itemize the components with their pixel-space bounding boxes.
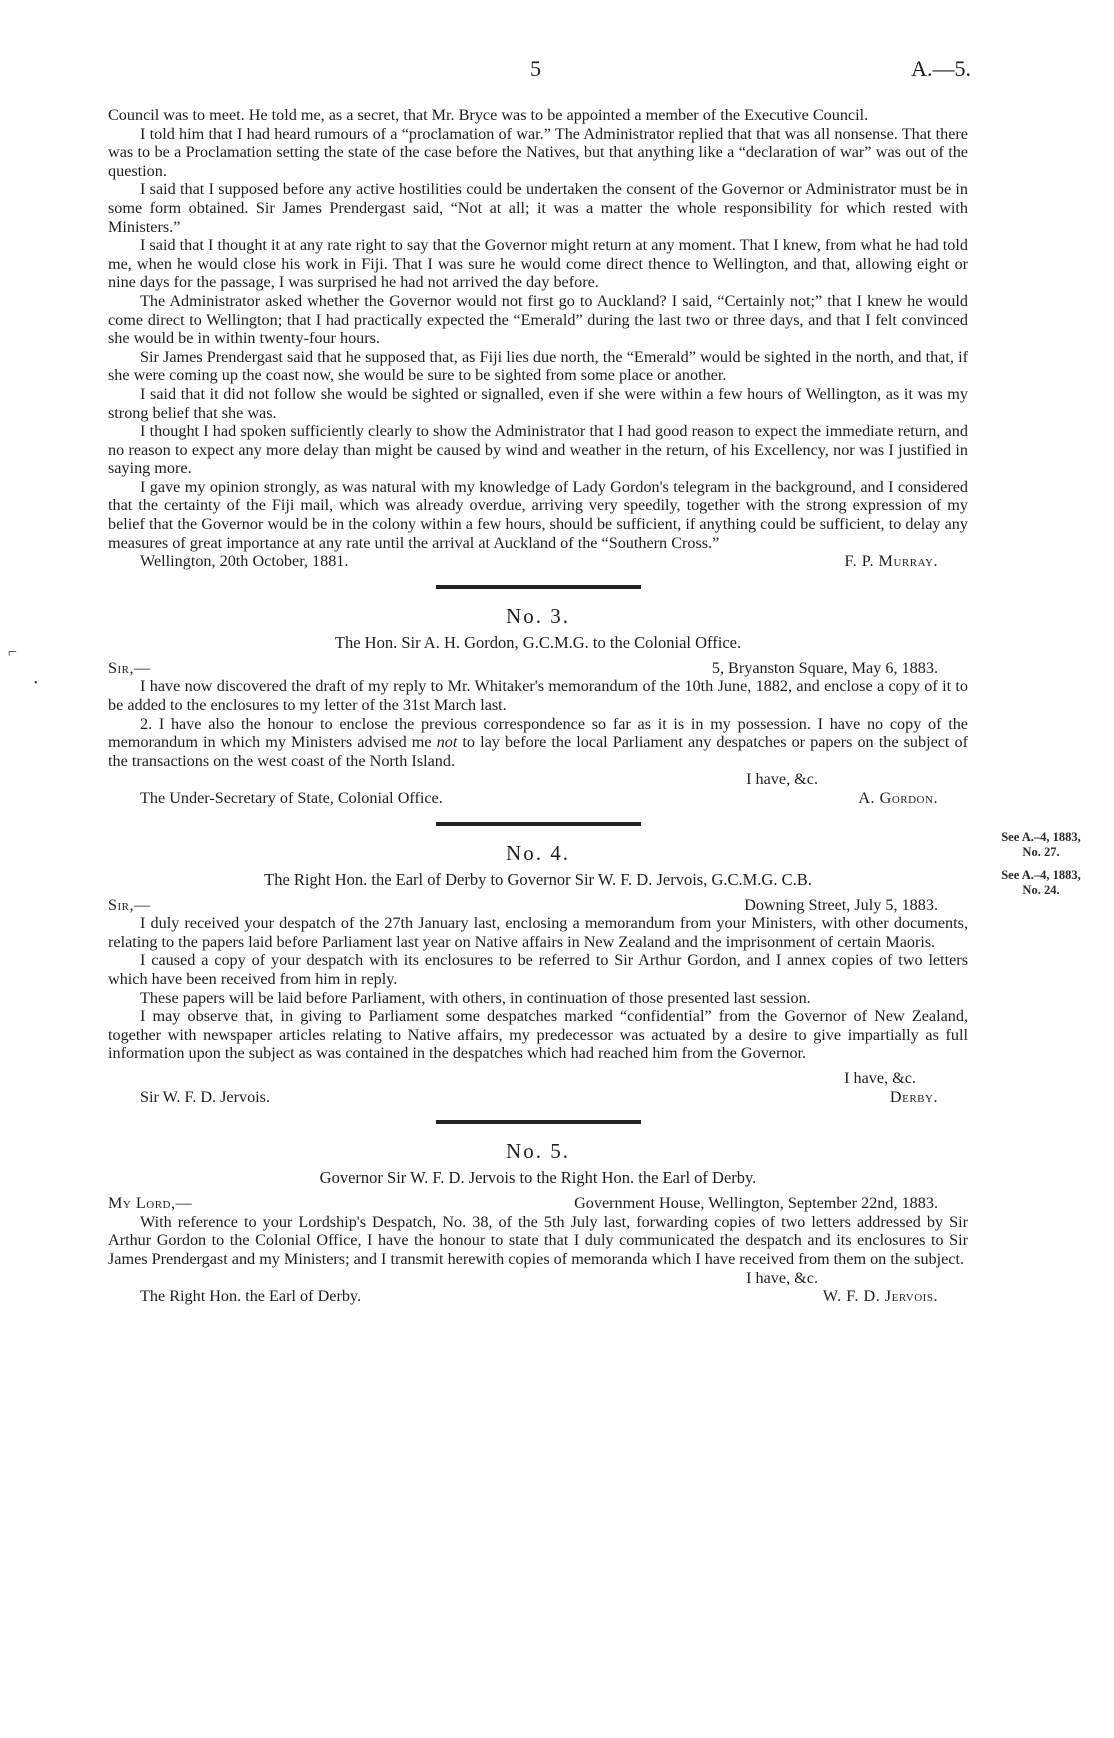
section-continuation	[108, 106, 968, 571]
signature: A. Gordon.	[858, 789, 938, 807]
page-header	[0, 56, 1114, 86]
addressee: The Right Hon. the Earl of Derby.	[140, 1287, 362, 1306]
margin-note: See A.–4, 1883, No. 27.	[1001, 830, 1081, 859]
paragraph: These papers will be laid before Parliament, with others, in continuation of those presented last session.	[140, 988, 811, 1007]
signature-row	[108, 1088, 968, 1107]
paragraph: I may observe that, in giving to Parliament some despatches marked “confidential” from the Governor of New Zealand, together with newspaper articles relating to Native affairs, my predecessor was actuated by a desire to give impartially as full information upon the subject as was contained in the despatches which had reached him from the Governor.	[108, 1007, 968, 1063]
emphasis: not	[436, 733, 458, 752]
sender-address: Downing Street, July 5, 1883.	[744, 895, 938, 914]
paragraph: I said that it did not follow she would be sighted or signalled, even if she were within a few hours of Wellington, as it was my strong belief that she was.	[108, 384, 968, 422]
letter-title: The Hon. Sir A. H. Gordon, G.C.M.G. to the Colonial Office.	[334, 632, 742, 652]
signature-row	[108, 552, 968, 571]
section-divider	[436, 822, 641, 826]
paragraph: I said that I thought it at any rate right to say that the Governor might return at any moment. That I knew, from what he had told me, when he would close his work in Fiji. That I was sure he would come direct thence to Wellington, and that, allowing eight or nine days for the passage, I was surprised he had not arrived the day before.	[108, 236, 968, 292]
paragraph: I have now discovered the draft of my reply to Mr. Whitaker's memorandum of the 10th June, 1882, and enclose a copy of it to be added to the enclosures to my letter of the 31st March last.	[108, 677, 968, 715]
letter-title: Governor Sir W. F. D. Jervois to the Right Hon. the Earl of Derby.	[319, 1168, 757, 1188]
letter-title: The Right Hon. the Earl of Derby to Governor Sir W. F. D. Jervois, G.C.M.G. C.B.	[264, 869, 812, 889]
closing: I have, &c.	[746, 770, 818, 789]
place-date: Wellington, 20th October, 1881.	[140, 552, 349, 571]
paragraph: Sir James Prendergast said that he supposed that, as Fiji lies due north, the “Emerald” would be sighted in the north, and that, if she were coming up the coast now, she would be sure to be sighted from some place or another.	[108, 347, 968, 385]
paragraph: Council was to meet. He told me, as a secret, that Mr. Bryce was to be appointed a member of the Executive Council.	[108, 106, 869, 124]
letter-number: No. 5.	[506, 1139, 570, 1164]
closing: I have, &c.	[844, 1068, 916, 1087]
salutation: My Lord,—	[108, 1194, 193, 1213]
salutation: Sir,—	[108, 895, 151, 914]
paragraph: I said that I supposed before any active hostilities could be undertaken the consent of the Governor or Administrator must be in some form obtained. Sir James Prendergast said, “Not at all; it was a matter the whole responsibility for which rested with Ministers.”	[108, 180, 968, 236]
salutation-row	[108, 1194, 968, 1213]
letter-no-5	[108, 1138, 968, 1306]
margin-note: See A.–4, 1883, No. 24.	[1001, 868, 1081, 897]
margin-mark: ⌐	[8, 644, 18, 661]
sender-address: 5, Bryanston Square, May 6, 1883.	[711, 658, 938, 677]
paragraph: I caused a copy of your despatch with its enclosures to be referred to Sir Arthur Gordon, and I annex copies of two letters which have been received from him in reply.	[108, 951, 968, 988]
letter-no-4	[108, 840, 968, 1107]
letter-number: No. 3.	[506, 603, 570, 628]
paragraph: The Administrator asked whether the Governor would not first go to Auckland? I said, “Certainly not;” that I knew he would come direct to Wellington; that I had practically expected the “Emerald” during the last two or three days, and that I felt convinced she would be in within twenty-four hours.	[108, 291, 968, 348]
sender-address: Government House, Wellington, September 22nd, 1883.	[574, 1194, 938, 1213]
salutation-row	[108, 659, 968, 678]
paragraph: I thought I had spoken sufficiently clearly to show the Administrator that I had good reason to expect the immediate return, and no reason to expect any more delay than might be caused by wind and weather in the return, of his Excellency, nor was I justified in saying more.	[108, 422, 968, 478]
salutation: Sir,—	[108, 658, 151, 677]
closing: I have, &c.	[746, 1268, 818, 1287]
paper-reference: A.—5.	[911, 56, 971, 81]
page-number: 5	[530, 56, 541, 81]
paragraph: With reference to your Lordship's Despatch, No. 38, of the 5th July last, forwarding copies of two letters addressed by Sir Arthur Gordon to the Colonial Office, I have the honour to state that I duly communicated the despatch and its enclosures to Sir James Prendergast and my Ministers; and I transmit herewith copies of memoranda which I have received from them on the subject.	[108, 1212, 968, 1268]
addressee: The Under-Secretary of State, Colonial Office.	[140, 789, 443, 807]
signature: W. F. D. Jervois.	[822, 1287, 938, 1306]
letter-no-3	[108, 603, 968, 808]
paragraph: 2. I have also the honour to enclose the previous correspondence so far as it is in my possession. I have no copy of the memorandum in which my Ministers advised me not to lay before the local Parliament any despatches or papers on the subject of the transactions on the west coast of the North Island.	[108, 714, 968, 770]
signature: F. P. Murray.	[844, 552, 938, 571]
paragraph: I told him that I had heard rumours of a “proclamation of war.” The Administrator replied that that was all nonsense. That there was to be a Proclamation setting the state of the case before the Natives, but that anything like a “declaration of war” was out of the question.	[108, 124, 968, 180]
section-divider	[436, 1120, 641, 1124]
paragraph: I duly received your despatch of the 27th January last, enclosing a memorandum from your Ministers, with other documents, relating to the papers laid before Parliament last year on Native affairs in New Zealand and the imprisonment of certain Maoris.	[108, 914, 968, 951]
closing-row	[108, 770, 968, 789]
paragraph: I gave my opinion strongly, as was natural with my knowledge of Lady Gordon's telegram in the background, and I considered that the certainty of the Fiji mail, which was already overdue, arriving very speedily, together with the strong expression of my belief that the Governor would be in the colony within a few hours, should be sufficient, if anything could be sufficient, to delay any measures of great importance at any rate until the arrival at Auckland of the “Southern Cross.”	[108, 477, 968, 552]
closing-row	[108, 1069, 968, 1088]
section-divider	[436, 585, 641, 589]
letter-number: No. 4.	[506, 840, 570, 865]
salutation-row	[108, 896, 968, 915]
signature-row	[108, 1287, 968, 1306]
signature-row	[108, 789, 968, 808]
margin-dot: •	[34, 678, 38, 689]
body-text	[108, 106, 968, 1306]
signature: Derby.	[889, 1087, 938, 1106]
addressee: Sir W. F. D. Jervois.	[140, 1087, 271, 1106]
closing-row	[108, 1269, 968, 1288]
